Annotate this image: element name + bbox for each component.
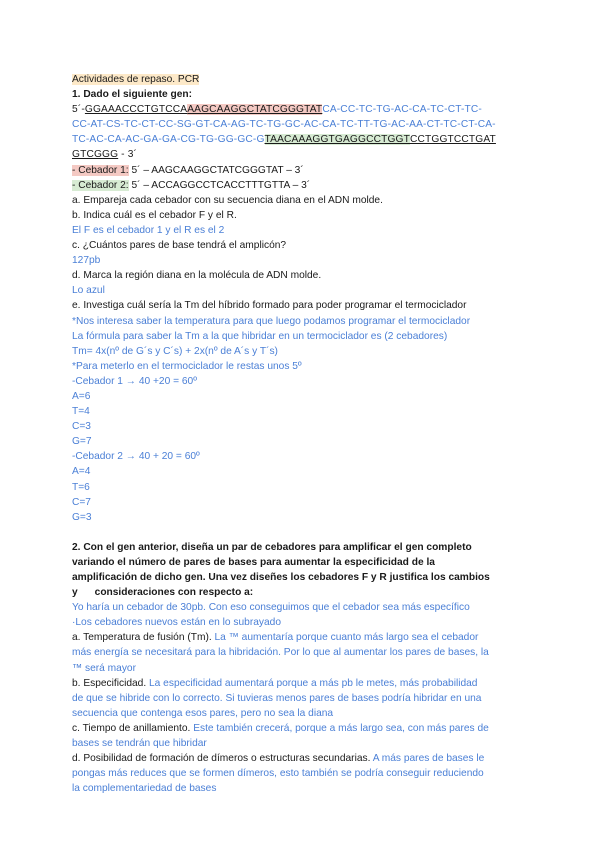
primer-1-sequence: 5´ – AAGCAAGGCTATCGGGTAT – 3´ — [128, 164, 304, 176]
document-title — [72, 72, 532, 87]
q1-a: a. Empareja cada cebador con su secuencia diana en el ADN molde. — [72, 194, 383, 206]
title-text: Actividades de repaso. PCR — [72, 74, 200, 85]
primer-2 — [72, 178, 532, 193]
dna-seq-line-4 — [72, 147, 532, 162]
q1-b: b. Indica cuál es el cebador F y el R. — [72, 209, 237, 221]
q2-intro-1: Yo haría un cebador de 30pb. Con eso conseguimos que el cebador sea más específico — [72, 602, 470, 614]
q1-e-answer-1: *Nos interesa saber la temperatura para que luego podamos programar el termociclador — [72, 315, 471, 327]
q1-b-answer: El F es el cebador 1 y el R es el 2 — [72, 224, 225, 236]
primer-2-count-g: G=3 — [72, 511, 92, 523]
seq-primer1-site: AAGCAAGGCTATCGGGTAT — [187, 104, 323, 116]
q1-c-answer: 127pb — [72, 255, 101, 267]
q2-c-label: c. Tiempo de anillamiento. — [72, 722, 191, 734]
seq-underlined-start: GGAAACCCTGTCCA — [84, 104, 188, 116]
primer-1 — [72, 163, 532, 178]
dna-seq-line-2: CC-AT-CS-TC-CT-CC-SG-GT-CA-AG-TC-TG-GC-AC-CA-TC-TT-TG-AC-AA-CT-TC-CT-CA- — [72, 119, 496, 131]
q2-a-answer-3: ™ será mayor — [72, 662, 136, 674]
q2-d-answer-1: A más pares de bases le — [370, 753, 485, 765]
q1-d-answer: Lo azul — [72, 285, 105, 297]
q2-b-answer-3: secuencia que contenga esos pares, pero no sea la diana — [72, 707, 334, 719]
seq-prefix: 5´- — [72, 104, 85, 116]
dna-seq-line-3 — [72, 132, 532, 147]
primer-2-label: - Cebador 2: — [72, 179, 129, 191]
q1-e: e. Investiga cuál sería la Tm del híbrido formado para poder programar el termociclador — [72, 300, 467, 312]
primer-1-count-a: A=6 — [72, 390, 91, 402]
seq-target-region-end: TC-AC-CA-AC-GA-GA-CG-TG-GG-GC-G — [72, 134, 265, 146]
seq-suffix: - 3´ — [118, 149, 138, 161]
primer-2-tm-calc: -Cebador 2 → 40 + 20 = 60º — [72, 451, 200, 463]
q2-heading-4: y consideraciones con respecto a: — [72, 587, 254, 599]
primer-1-count-c: C=3 — [72, 421, 91, 433]
primer-2-count-t: T=6 — [72, 481, 90, 493]
q1-e-answer-2: La fórmula para saber la Tm a la que hibridar en un termociclador es (2 cebadores) — [72, 330, 448, 342]
q1-c: c. ¿Cuántos pares de base tendrá el amplicón? — [72, 240, 287, 252]
section-spacer — [72, 525, 532, 540]
primer-2-count-c: C=7 — [72, 496, 91, 508]
q2-heading-3: amplificación de dicho gen. Una vez diseñes los cebadores F y R justifica los cambios — [72, 572, 490, 583]
q2-b-label: b. Especificidad. — [72, 677, 147, 689]
q2-b-answer-1: La especificidad aumentará porque a más pb le metes, más probabilidad — [146, 677, 478, 689]
q2-a-label: a. Temperatura de fusión (Tm). — [72, 632, 212, 644]
q2-d-answer-2: pongas más reduces que se formen dímeros, esto también se podría conseguir reduciendo — [72, 768, 484, 780]
q2-b-answer-2: de que se hibride con lo correcto. Si tuvieras menos pares de bases podría hibridar en una — [72, 692, 482, 704]
q1-d: d. Marca la región diana en la molécula de ADN molde. — [72, 270, 322, 282]
primer-2-sequence: 5´ – ACCAGGCCTCACCTTTGTTA – 3´ — [128, 179, 311, 191]
document-page — [72, 72, 532, 796]
q2-a — [72, 630, 532, 645]
seq-underlined-end: CCTGGTCCTGAT — [410, 134, 496, 146]
dna-seq-line-1 — [72, 102, 532, 117]
primer-1-label: - Cebador 1: — [72, 164, 129, 176]
primer-1-count-g: G=7 — [72, 436, 92, 448]
q2-c — [72, 721, 532, 736]
q1-heading: 1. Dado el siguiente gen: — [72, 89, 193, 101]
q2-heading-1: 2. Con el gen anterior, diseña un par de cebadores para amplificar el gen completo — [72, 541, 472, 553]
q2-d-label: d. Posibilidad de formación de dímeros o estructuras secundarias. — [72, 753, 371, 765]
primer-2-count-a: A=4 — [72, 466, 91, 478]
seq-target-region: CA-CC-TC-TG-AC-CA-TC-CT-TC- — [322, 104, 482, 116]
primer-1-count-t: T=4 — [72, 406, 90, 418]
seq-primer2-site: TAACAAAGGTGAGGCCTGGT — [264, 134, 410, 146]
q2-d-answer-3: la complementariedad de bases — [72, 783, 217, 795]
primer-1-tm-calc: -Cebador 1 → 40 +20 = 60º — [72, 375, 197, 387]
seq-underlined-tail: GTCGGG — [72, 149, 119, 161]
q1-e-answer-4: *Para meterlo en el termociclador le restas unos 5º — [72, 360, 302, 372]
q2-heading-2: variando el número de pares de bases para aumentar la especificidad de la — [72, 556, 435, 568]
q2-intro-2: ·Los cebadores nuevos están en lo subrayado — [72, 617, 281, 629]
q1-e-formula: Tm= 4x(nº de G´s y C´s) + 2x(nº de A´s y T´s) — [72, 345, 278, 357]
q2-c-answer-2: bases se tendrán que hibridar — [72, 738, 207, 750]
q2-a-answer-2: más energía se necesitará para la hibridación. Por lo que al aumentar los pares de bases, la — [72, 647, 489, 659]
q2-a-answer-1: La ™ aumentaría porque cuanto más largo sea el cebador — [211, 632, 479, 644]
q2-c-answer-1: Este también crecerá, porque a más largo sea, con más pares de — [190, 722, 489, 734]
q2-b — [72, 676, 532, 691]
q2-d — [72, 751, 532, 766]
